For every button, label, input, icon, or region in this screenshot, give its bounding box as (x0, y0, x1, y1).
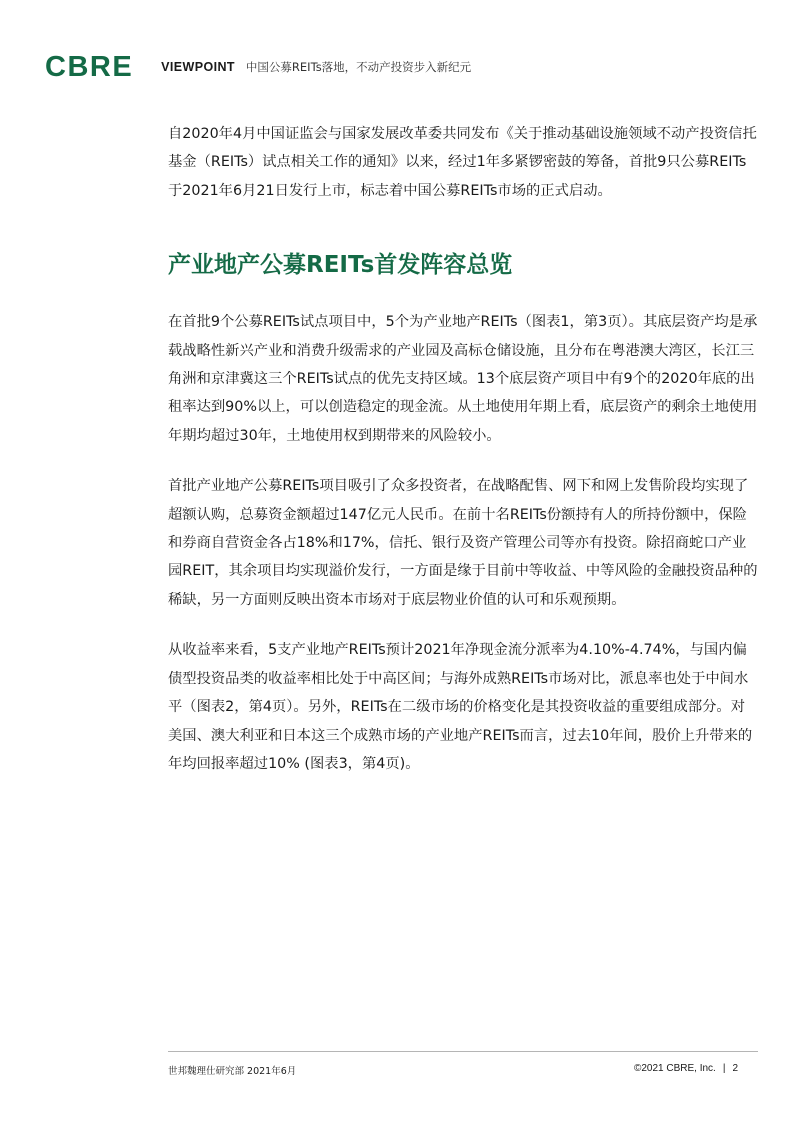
series-label: VIEWPOINT (161, 60, 235, 74)
cbre-logo: CBRE (45, 51, 134, 83)
section-heading: 产业地产公募REITs首发阵容总览 (168, 252, 513, 279)
page-number: 2 (732, 1063, 738, 1074)
footer-meta (634, 1063, 738, 1074)
main-content (168, 120, 758, 778)
footer-divider (168, 1051, 758, 1052)
body-paragraph: 在首批9个公募REITs试点项目中，5个为产业地产REITs（图表1，第3页）。其底层资产均是承载战略性新兴产业和消费升级需求的产业园及高标仓储设施，且分布在粤港澳大湾区，长江三角洲和京津冀这三个REITs试点的优先支持区域。13个底层资产项目中有9个的2020年底的出租率达到90%以上，可以创造稳定的现金流。从土地使用年期上看，底层资产的剩余土地使用年期均超过30年，土地使用权到期带来的风险较小。 (168, 314, 758, 444)
body-paragraph: 从收益率来看，5支产业地产REITs预计2021年净现金流分派率为4.10%-4.74%，与国内偏债型投资品类的收益率相比处于中高区间；与海外成熟REITs市场对比，派息率也处于中间水平（图表2，第4页）。另外，REITs在二级市场的价格变化是其投资收益的重要组成部分。对美国、澳大利亚和日本这三个成熟市场的产业地产REITs而言，过去10年间，股价上升带来的年均回报率超过10% (图表3，第4页)。 (168, 642, 753, 772)
footer-source: 世邦魏理仕研究部 2021年6月 (168, 1066, 297, 1077)
footer-separator: | (722, 1063, 726, 1074)
report-title: 中国公募REITs落地，不动产投资步入新纪元 (245, 60, 472, 74)
copyright-text: ©2021 CBRE, Inc. (633, 1063, 716, 1074)
page-header (45, 50, 471, 84)
body-paragraph: 首批产业地产公募REITs项目吸引了众多投资者，在战略配售、网下和网上发售阶段均实现了超额认购，总募资金额超过147亿元人民币。在前十名REITs份额持有人的所持份额中，保险和券商自营资金各占18%和17%，信托、银行及资产管理公司等亦有投资。除招商蛇口产业园REIT，其余项目均实现溢价发行，一方面是缘于目前中等收益、中等风险的金融投资品种的稀缺，另一方面则反映出资本市场对于底层物业价值的认可和乐观预期。 (168, 478, 758, 608)
intro-paragraph: 自2020年4月中国证监会与国家发展改革委共同发布《关于推动基础设施领域不动产投资信托基金（REITs）试点相关工作的通知》以来，经过1年多紧锣密鼓的筹备，首批9只公募REITs于2021年6月21日发行上市，标志着中国公募REITs市场的正式启动。 (168, 126, 757, 199)
